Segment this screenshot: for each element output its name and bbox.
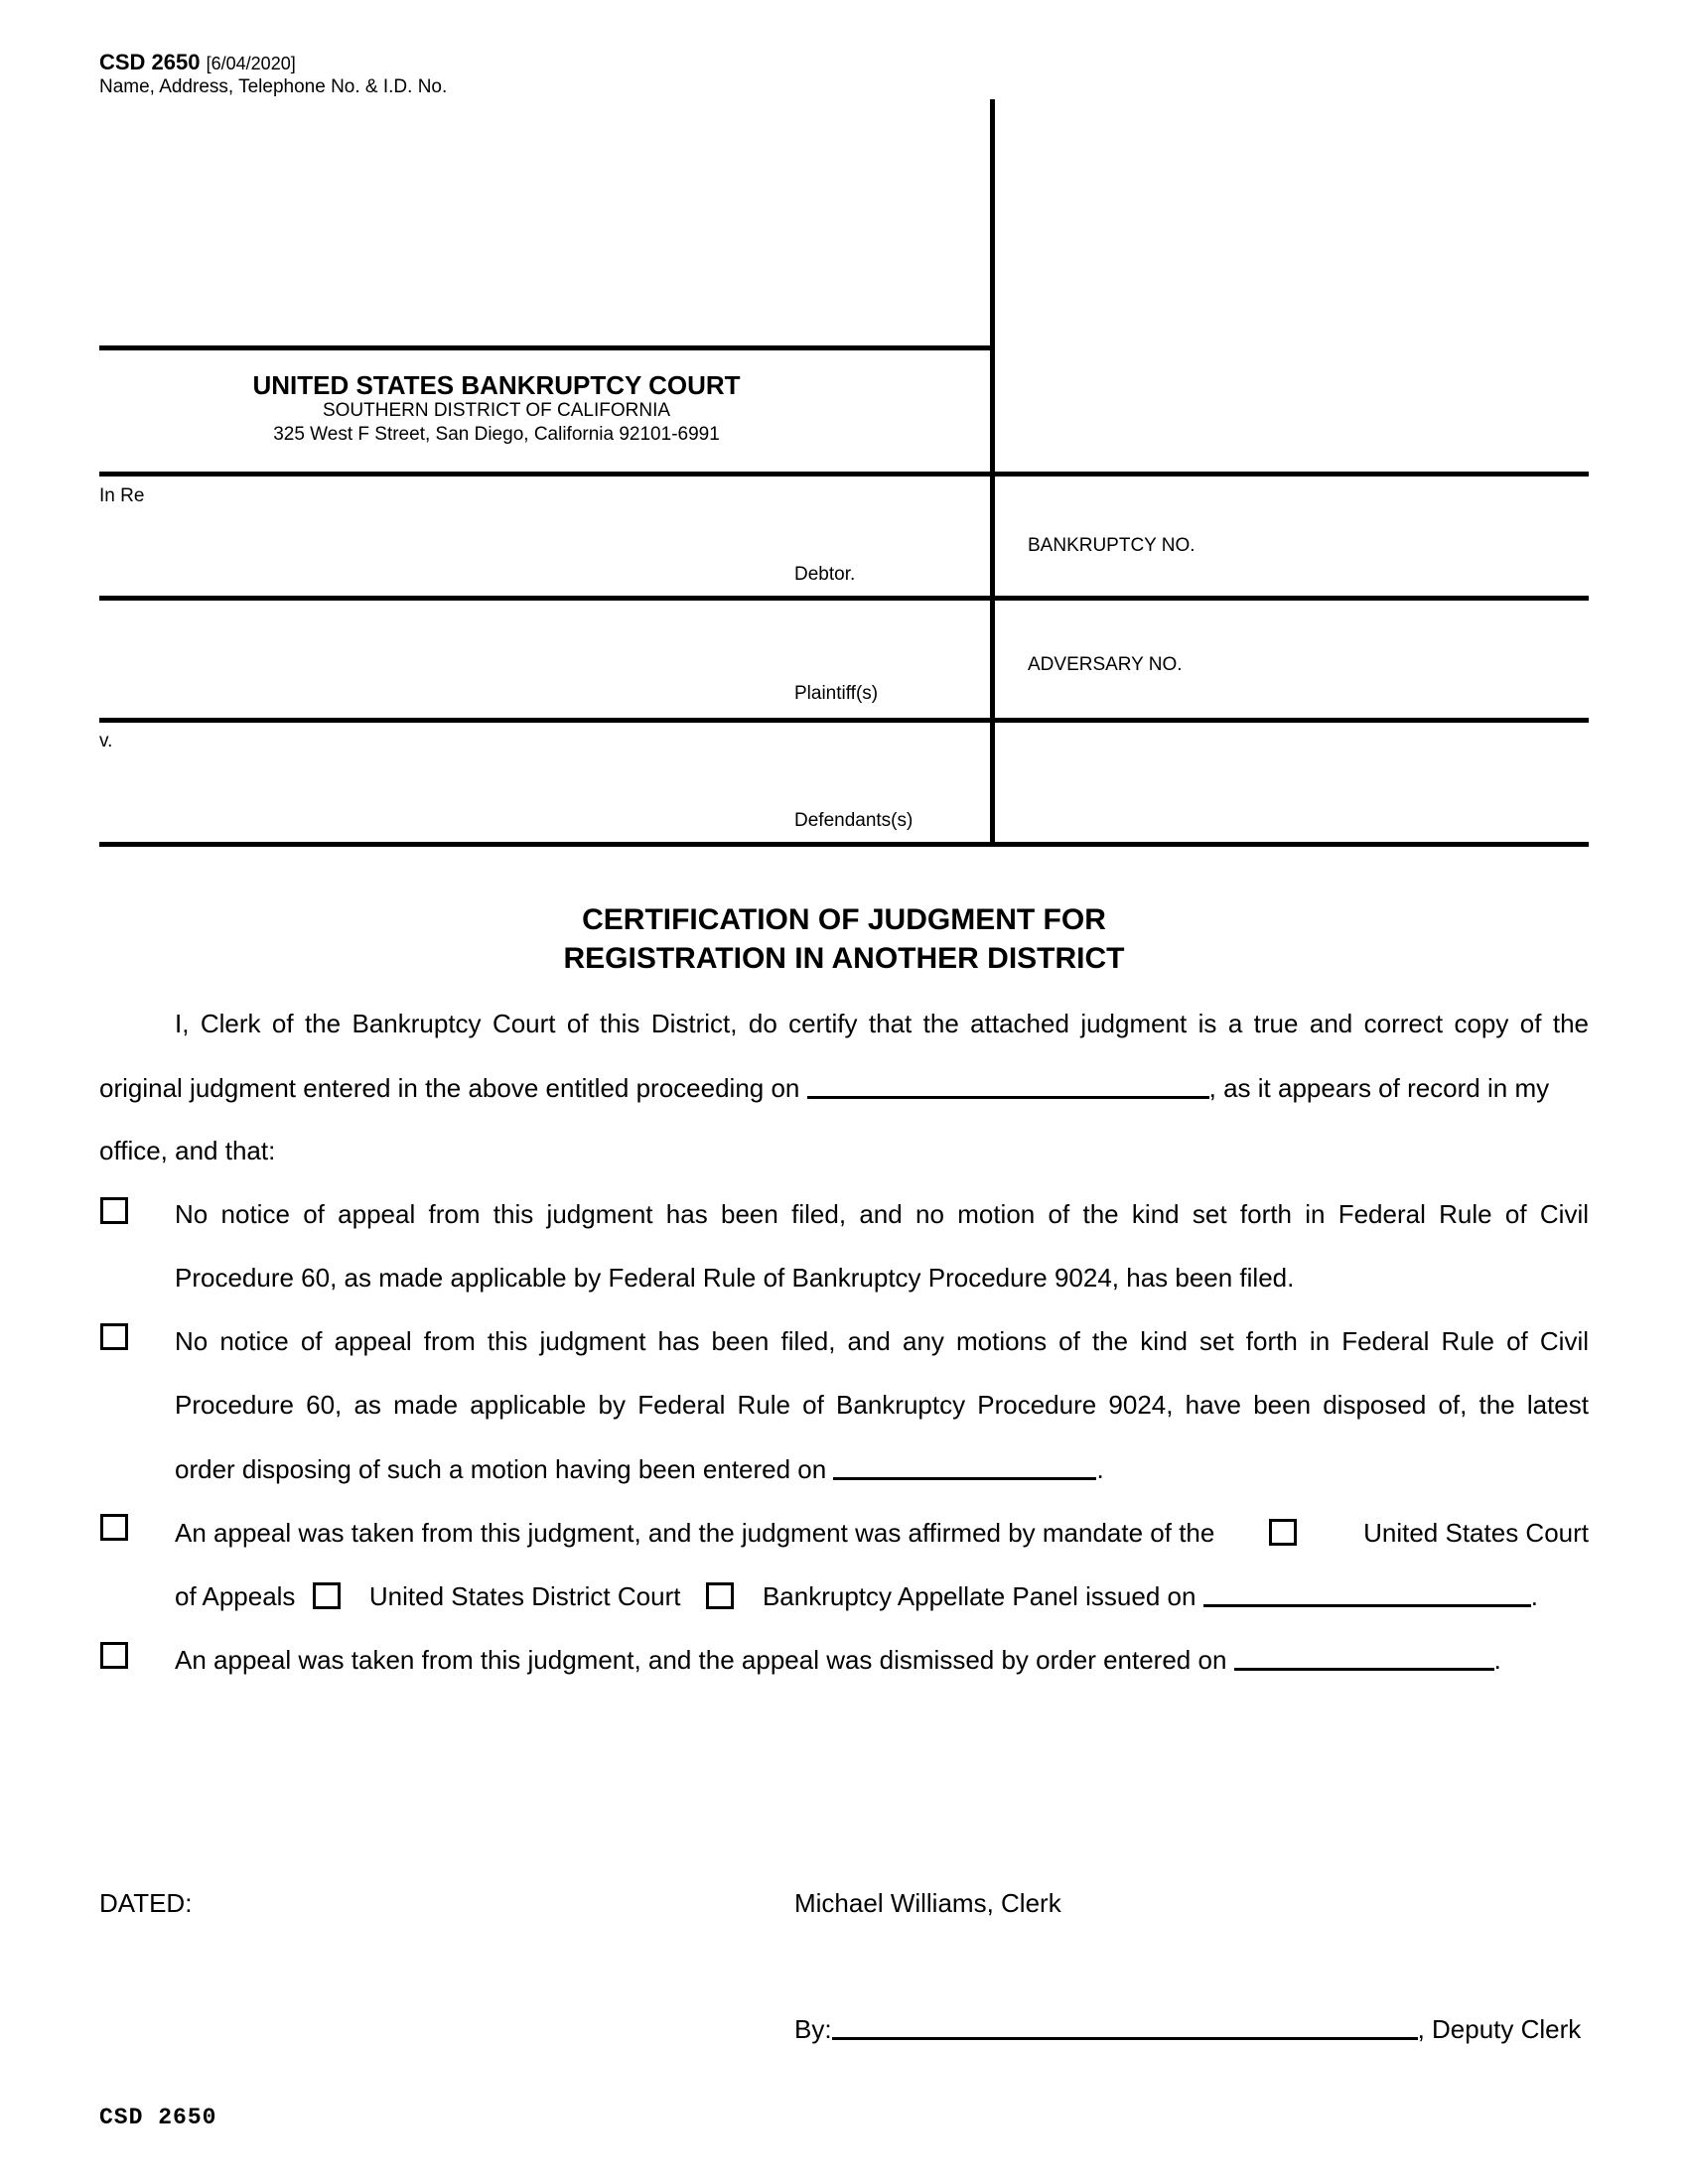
option-1-line-2: Procedure 60, as made applicable by Federal Rule of Bankruptcy Procedure 9024, has been filed. bbox=[175, 1263, 1295, 1293]
option-2-line-1: No notice of appeal from this judgment has been filed, and any motions of the kind set forth in Federal Rule of Civil bbox=[175, 1326, 1589, 1356]
caption-rule-2 bbox=[99, 472, 1589, 477]
district-court-label: United States District Court bbox=[368, 1581, 681, 1611]
name-address-label: Name, Address, Telephone No. & I.D. No. bbox=[99, 76, 448, 97]
document-title-line-1: CERTIFICATION OF JUDGMENT FOR bbox=[582, 903, 1106, 936]
bap-label: Bankruptcy Appellate Panel issued on bbox=[762, 1581, 1196, 1611]
form-number-text: CSD 2650 bbox=[99, 50, 201, 74]
in-re-label: In Re bbox=[99, 485, 145, 506]
option-3-line-2 bbox=[175, 1582, 1538, 1609]
court-of-appeals-checkbox[interactable] bbox=[1269, 1519, 1297, 1546]
versus-label: v. bbox=[99, 731, 113, 751]
clerk-name: Michael Williams, Clerk bbox=[794, 1888, 1061, 1918]
document-title-line-2: REGISTRATION IN ANOTHER DISTRICT bbox=[563, 942, 1125, 975]
option-3-line-1-text: An appeal was taken from this judgment, and the judgment was affirmed by mandate of the bbox=[175, 1517, 1215, 1548]
adversary-no-label: ADVERSARY NO. bbox=[1028, 654, 1183, 675]
intro-line-2-text-a: original judgment entered in the above entitled proceeding on bbox=[99, 1073, 800, 1103]
bap-checkbox[interactable] bbox=[706, 1582, 734, 1609]
caption-rule-1 bbox=[99, 345, 993, 350]
caption-rule-3 bbox=[99, 596, 1589, 601]
debtor-label: Debtor. bbox=[794, 564, 856, 585]
intro-line-1: I, Clerk of the Bankruptcy Court of this District, do certify that the attached judgment is a true and correct copy of the bbox=[175, 1009, 1589, 1038]
court-title: UNITED STATES BANKRUPTCY COURT bbox=[252, 370, 741, 400]
option-3-line-1 bbox=[175, 1519, 1589, 1546]
option-2-line-2: Procedure 60, as made applicable by Federal Rule of Bankruptcy Procedure 9024, have been disposed of, the latest bbox=[175, 1390, 1589, 1420]
option-2-line-3 bbox=[175, 1455, 1104, 1482]
caption-rule-5 bbox=[99, 842, 1589, 847]
form-number bbox=[99, 50, 296, 75]
deputy-clerk-label: , Deputy Clerk bbox=[1417, 2014, 1582, 2044]
option-3-checkbox[interactable] bbox=[100, 1514, 128, 1541]
defendants-label: Defendants(s) bbox=[794, 810, 914, 831]
court-district: SOUTHERN DISTRICT OF CALIFORNIA bbox=[322, 400, 671, 421]
court-of-appeals-label-b: of Appeals bbox=[175, 1581, 296, 1611]
bap-issued-date-field[interactable] bbox=[1203, 1582, 1531, 1607]
bankruptcy-no-label: BANKRUPTCY NO. bbox=[1028, 535, 1196, 556]
option-4-period: . bbox=[1493, 1645, 1501, 1675]
option-4-checkbox[interactable] bbox=[100, 1642, 128, 1669]
form-revision: [6/04/2020] bbox=[206, 54, 296, 73]
option-4-line-1-text: An appeal was taken from this judgment, and the appeal was dismissed by order entered on bbox=[175, 1645, 1227, 1675]
deputy-clerk-signature-field[interactable] bbox=[832, 2015, 1418, 2040]
dismissal-order-date-field[interactable] bbox=[1234, 1646, 1494, 1671]
by-label: By: bbox=[794, 2014, 832, 2044]
intro-line-2 bbox=[99, 1074, 1601, 1101]
footer-form-code: CSD 2650 bbox=[99, 2105, 217, 2130]
district-court-checkbox[interactable] bbox=[313, 1582, 341, 1609]
plaintiffs-label: Plaintiff(s) bbox=[794, 683, 879, 704]
option-1-line-1: No notice of appeal from this judgment has been filed, and no motion of the kind set forth in Federal Rule of Civil bbox=[175, 1199, 1589, 1229]
option-2-period: . bbox=[1096, 1454, 1104, 1484]
dated-label: DATED: bbox=[99, 1888, 193, 1918]
option-2-checkbox[interactable] bbox=[100, 1323, 128, 1350]
intro-line-3: office, and that: bbox=[99, 1136, 276, 1165]
deputy-signature-line bbox=[794, 2015, 1581, 2042]
court-of-appeals-label-a: United States Court bbox=[1363, 1517, 1589, 1548]
option-1-checkbox[interactable] bbox=[100, 1197, 128, 1224]
option-2-line-3-text: order disposing of such a motion having been entered on bbox=[175, 1454, 827, 1484]
caption-rule-4 bbox=[99, 718, 1589, 723]
option-4-line-1 bbox=[175, 1646, 1501, 1673]
court-address: 325 West F Street, San Diego, California 92101-6991 bbox=[273, 424, 720, 445]
intro-line-2-text-b: , as it appears of record in my bbox=[1208, 1073, 1550, 1103]
judgment-entered-date-field[interactable] bbox=[807, 1074, 1209, 1099]
option-3-period: . bbox=[1530, 1581, 1538, 1611]
latest-order-date-field[interactable] bbox=[833, 1455, 1096, 1480]
